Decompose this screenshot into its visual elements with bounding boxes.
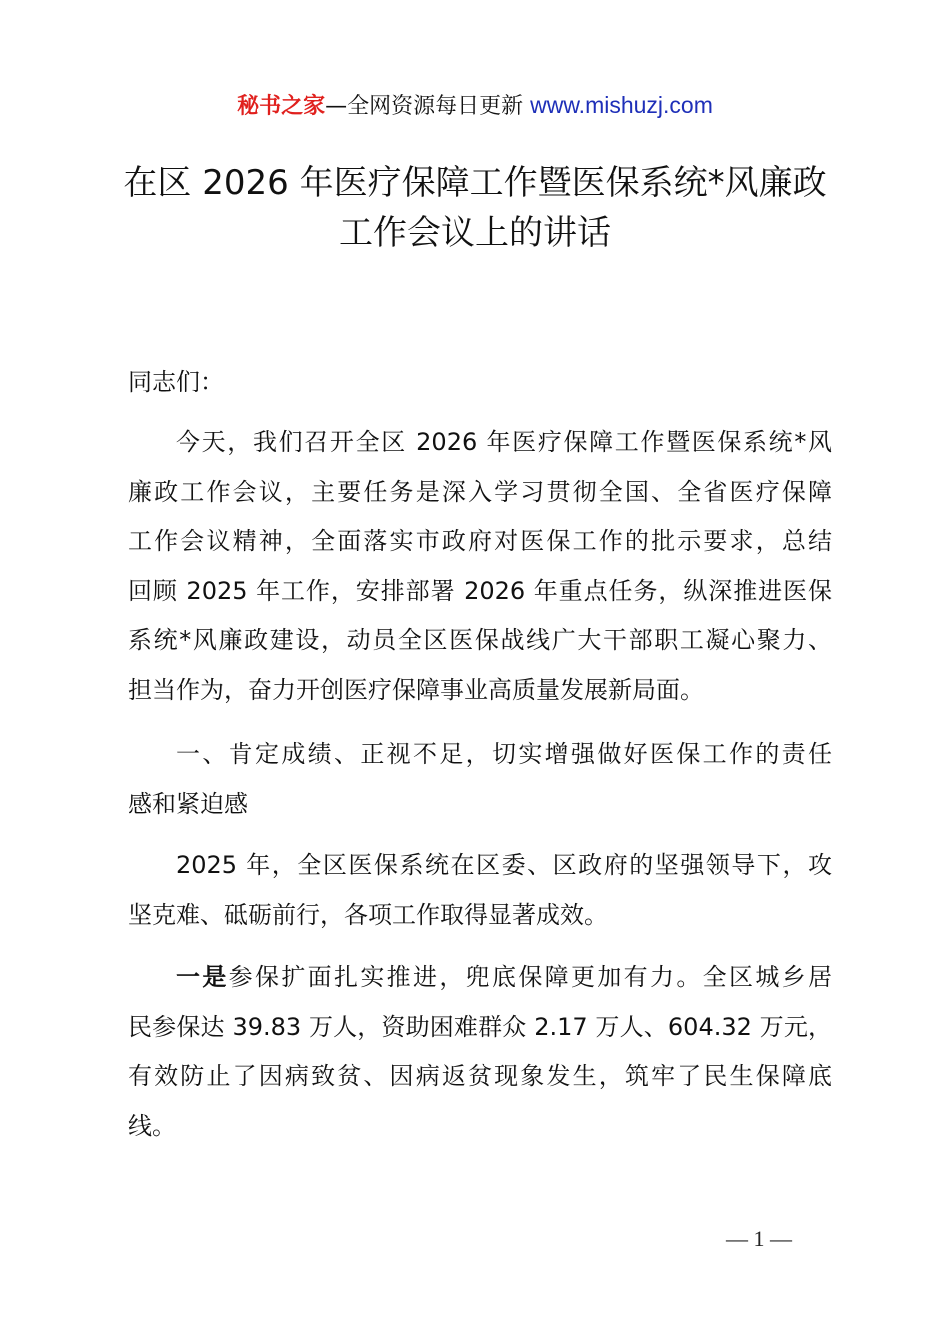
text-line: 今天，我们召开全区 2026 年医疗保障工作暨医保系统*风 <box>176 428 832 456</box>
paragraph-opening <box>128 418 832 715</box>
paragraph-point-one <box>128 953 832 1151</box>
point-lead: 一是 <box>176 963 229 991</box>
brand-name: 秘书之家 <box>237 94 326 119</box>
title-line-2: 工作会议上的讲话 <box>339 213 611 253</box>
header-tagline: —全网资源每日更新 <box>325 94 524 119</box>
text-line: 线。 <box>128 1111 176 1140</box>
text-line: 工作会议精神，全面落实市政府对医保工作的批示要求，总结 <box>128 527 832 555</box>
text-line: 系统*风廉政建设，动员全区医保战线广大干部职工凝心聚力、 <box>128 626 832 654</box>
heading-line: 一、肯定成绩、正视不足，切实增强做好医保工作的责任 <box>176 740 832 768</box>
text-line: 担当作为，奋力开创医疗保障事业高质量发展新局面。 <box>128 675 704 704</box>
text-line: 坚克难、砥砺前行，各项工作取得显著成效。 <box>128 900 608 929</box>
title-line-1: 在区 2026 年医疗保障工作暨医保系统*风廉政 <box>123 163 827 203</box>
text-line: 回顾 2025 年工作，安排部署 2026 年重点任务，纵深推进医保 <box>128 576 832 605</box>
site-header <box>0 88 950 124</box>
heading-line: 感和紧迫感 <box>128 789 248 818</box>
document-title <box>110 158 840 258</box>
text-line: 廉政工作会议，主要任务是深入学习贯彻全国、全省医疗保障 <box>128 477 832 506</box>
text-line: 2025 年，全区医保系统在区委、区政府的坚强领导下，攻 <box>176 851 832 879</box>
text-line: 有效防止了因病致贫、因病返贫现象发生，筑牢了民生保障底 <box>128 1062 832 1090</box>
text-line: 民参保达 39.83 万人，资助困难群众 2.17 万人、604.32 万元， <box>128 1012 832 1041</box>
text-line <box>128 953 832 1003</box>
point-text: 参保扩面扎实推进，兜底保障更加有力。全区城乡居 <box>228 963 833 991</box>
page-number: — 1 — <box>726 1226 792 1251</box>
paragraph-achievements <box>128 841 832 940</box>
section-heading-1 <box>128 730 832 829</box>
greeting: 同志们： <box>128 368 224 396</box>
site-url-link[interactable]: www.mishuzj.com <box>530 92 713 118</box>
